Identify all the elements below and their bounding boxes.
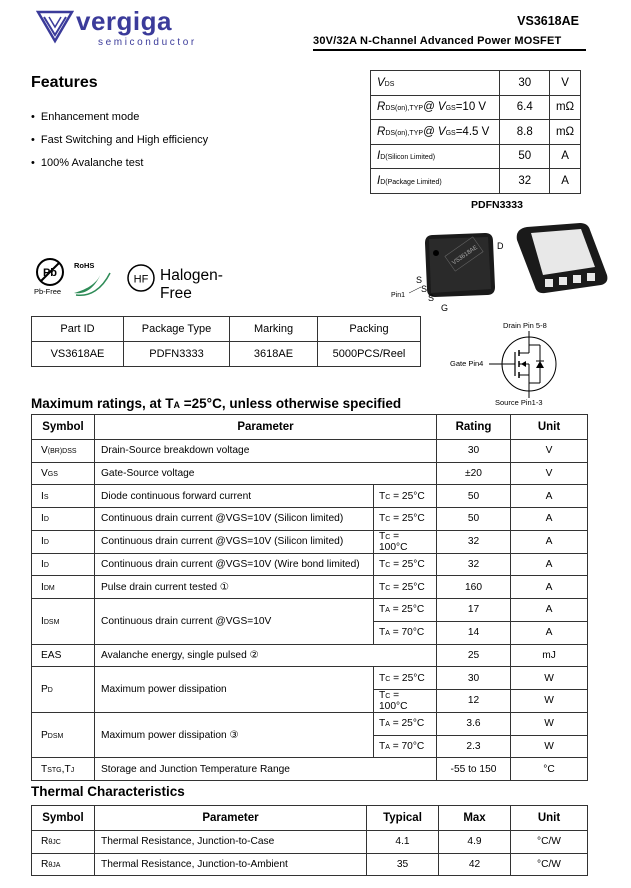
halogen-free-icon [126, 263, 156, 293]
halogen-free-label: Halogen-Free [160, 267, 223, 302]
brand-name: vergiga [76, 6, 172, 36]
table-row: TC = 100°C 12 W [32, 689, 588, 712]
thermal-table [31, 805, 588, 876]
svg-text:HF: HF [133, 273, 149, 286]
feature-item: • Fast Switching and High efficiency [31, 132, 208, 155]
table-row: IS Diode continuous forward current TC = 25°C 50 A [32, 485, 588, 508]
pb-free-label: Pb-Free [34, 287, 62, 296]
table-row: IDM Pulse drain current tested ① TC = 25°C 160 A [32, 576, 588, 599]
table-row: ID Continuous drain current @VGS=10V (Wire bond limited) TC = 25°C 32 A [32, 553, 588, 576]
chip-bottom-view [517, 223, 608, 293]
features-heading: Features [31, 74, 98, 91]
table-row: RθJA Thermal Resistance, Junction-to-Ambient 35 42 °C/W [32, 853, 588, 876]
s-pin-label: S [416, 275, 423, 285]
certifications [32, 255, 252, 302]
rohs-label: RoHS [74, 261, 95, 270]
table-row: PD Maximum power dissipation TC = 25°C 30 W [32, 667, 588, 690]
product-subtitle: 30V/32A N-Channel Advanced Power MOSFET [313, 35, 562, 47]
spec-row: VDS 30 V [371, 71, 581, 96]
feature-item: • 100% Avalanche test [31, 155, 208, 178]
table-row: V(BR)DSS Drain-Source breakdown voltage 30 V [32, 440, 588, 463]
table-row: IDSM Continuous drain current @VGS=10V TA = 25°C 17 A [32, 599, 588, 622]
brand-subtitle: semiconductor [98, 37, 197, 48]
rohs-leaf-icon [72, 269, 122, 299]
mosfet-symbol [445, 318, 595, 410]
table-header-row: Part ID Package Type Marking Packing [32, 317, 421, 342]
table-header-row: Symbol Parameter Typical Max Unit [32, 806, 588, 831]
svg-text:VS3618AE: VS3618AE [451, 244, 479, 267]
drain-pin-label: Drain Pin 5-8 [503, 321, 547, 330]
table-row: TA = 70°C 14 A [32, 621, 588, 644]
spec-row: ID(Silicon Limited) 50 A [371, 144, 581, 169]
table-row: VS3618AE PDFN3333 3618AE 5000PCS/Reel [32, 342, 421, 367]
spec-row: RDS(on),TYP@ VGS=4.5 V 8.8 mΩ [371, 120, 581, 145]
vergiga-logo-icon [36, 8, 74, 44]
ordering-info-table [31, 316, 421, 367]
s-pin-label: S [421, 284, 428, 294]
g-pin-label: G [441, 303, 449, 313]
table-row: PDSM Maximum power dissipation ③ TA = 25°C 3.6 W [32, 712, 588, 735]
pin1-label: Pin1 [391, 292, 406, 299]
source-pin-label: Source Pin1-3 [495, 398, 543, 407]
n-channel-mosfet-icon [445, 318, 595, 410]
key-specs-table [370, 70, 581, 194]
spec-row: RDS(on),TYP@ VGS=10 V 6.4 mΩ [371, 95, 581, 120]
max-ratings-heading: Maximum ratings, at TA =25°C, unless otherwise specified [31, 396, 402, 411]
d-pin-label: D [497, 241, 504, 251]
pb-free-icon [35, 257, 65, 287]
features-list [31, 109, 208, 178]
table-row: TA = 70°C 2.3 W [32, 735, 588, 758]
package-image [385, 215, 610, 315]
table-row: RθJC Thermal Resistance, Junction-to-Case 4.1 4.9 °C/W [32, 831, 588, 854]
chip-top-view [425, 233, 495, 297]
table-row: ID Continuous drain current @VGS=10V (Silicon limited) TC = 25°C 50 A [32, 508, 588, 531]
part-number: VS3618AE [517, 14, 579, 28]
table-row: ID Continuous drain current @VGS=10V (Silicon limited) TC = 100°C 32 A [32, 530, 588, 553]
gate-pin-label: Gate Pin4 [450, 359, 484, 368]
feature-item: • Enhancement mode [31, 109, 208, 132]
table-row: TSTG,TJ Storage and Junction Temperature Range -55 to 150 °C [32, 758, 588, 781]
max-ratings-table [31, 414, 588, 781]
spec-row: ID(Package Limited) 32 A [371, 169, 581, 194]
svg-text:Pb: Pb [42, 267, 58, 279]
company-logo [36, 8, 206, 50]
table-header-row: Symbol Parameter Rating Unit [32, 415, 588, 440]
table-row: EAS Avalanche energy, single pulsed ② 25 mJ [32, 644, 588, 667]
header-divider [313, 49, 586, 51]
table-row: VGS Gate-Source voltage ±20 V [32, 462, 588, 485]
thermal-heading: Thermal Characteristics [31, 784, 185, 799]
s-pin-label: S [428, 293, 435, 303]
package-label: PDFN3333 [471, 199, 523, 211]
